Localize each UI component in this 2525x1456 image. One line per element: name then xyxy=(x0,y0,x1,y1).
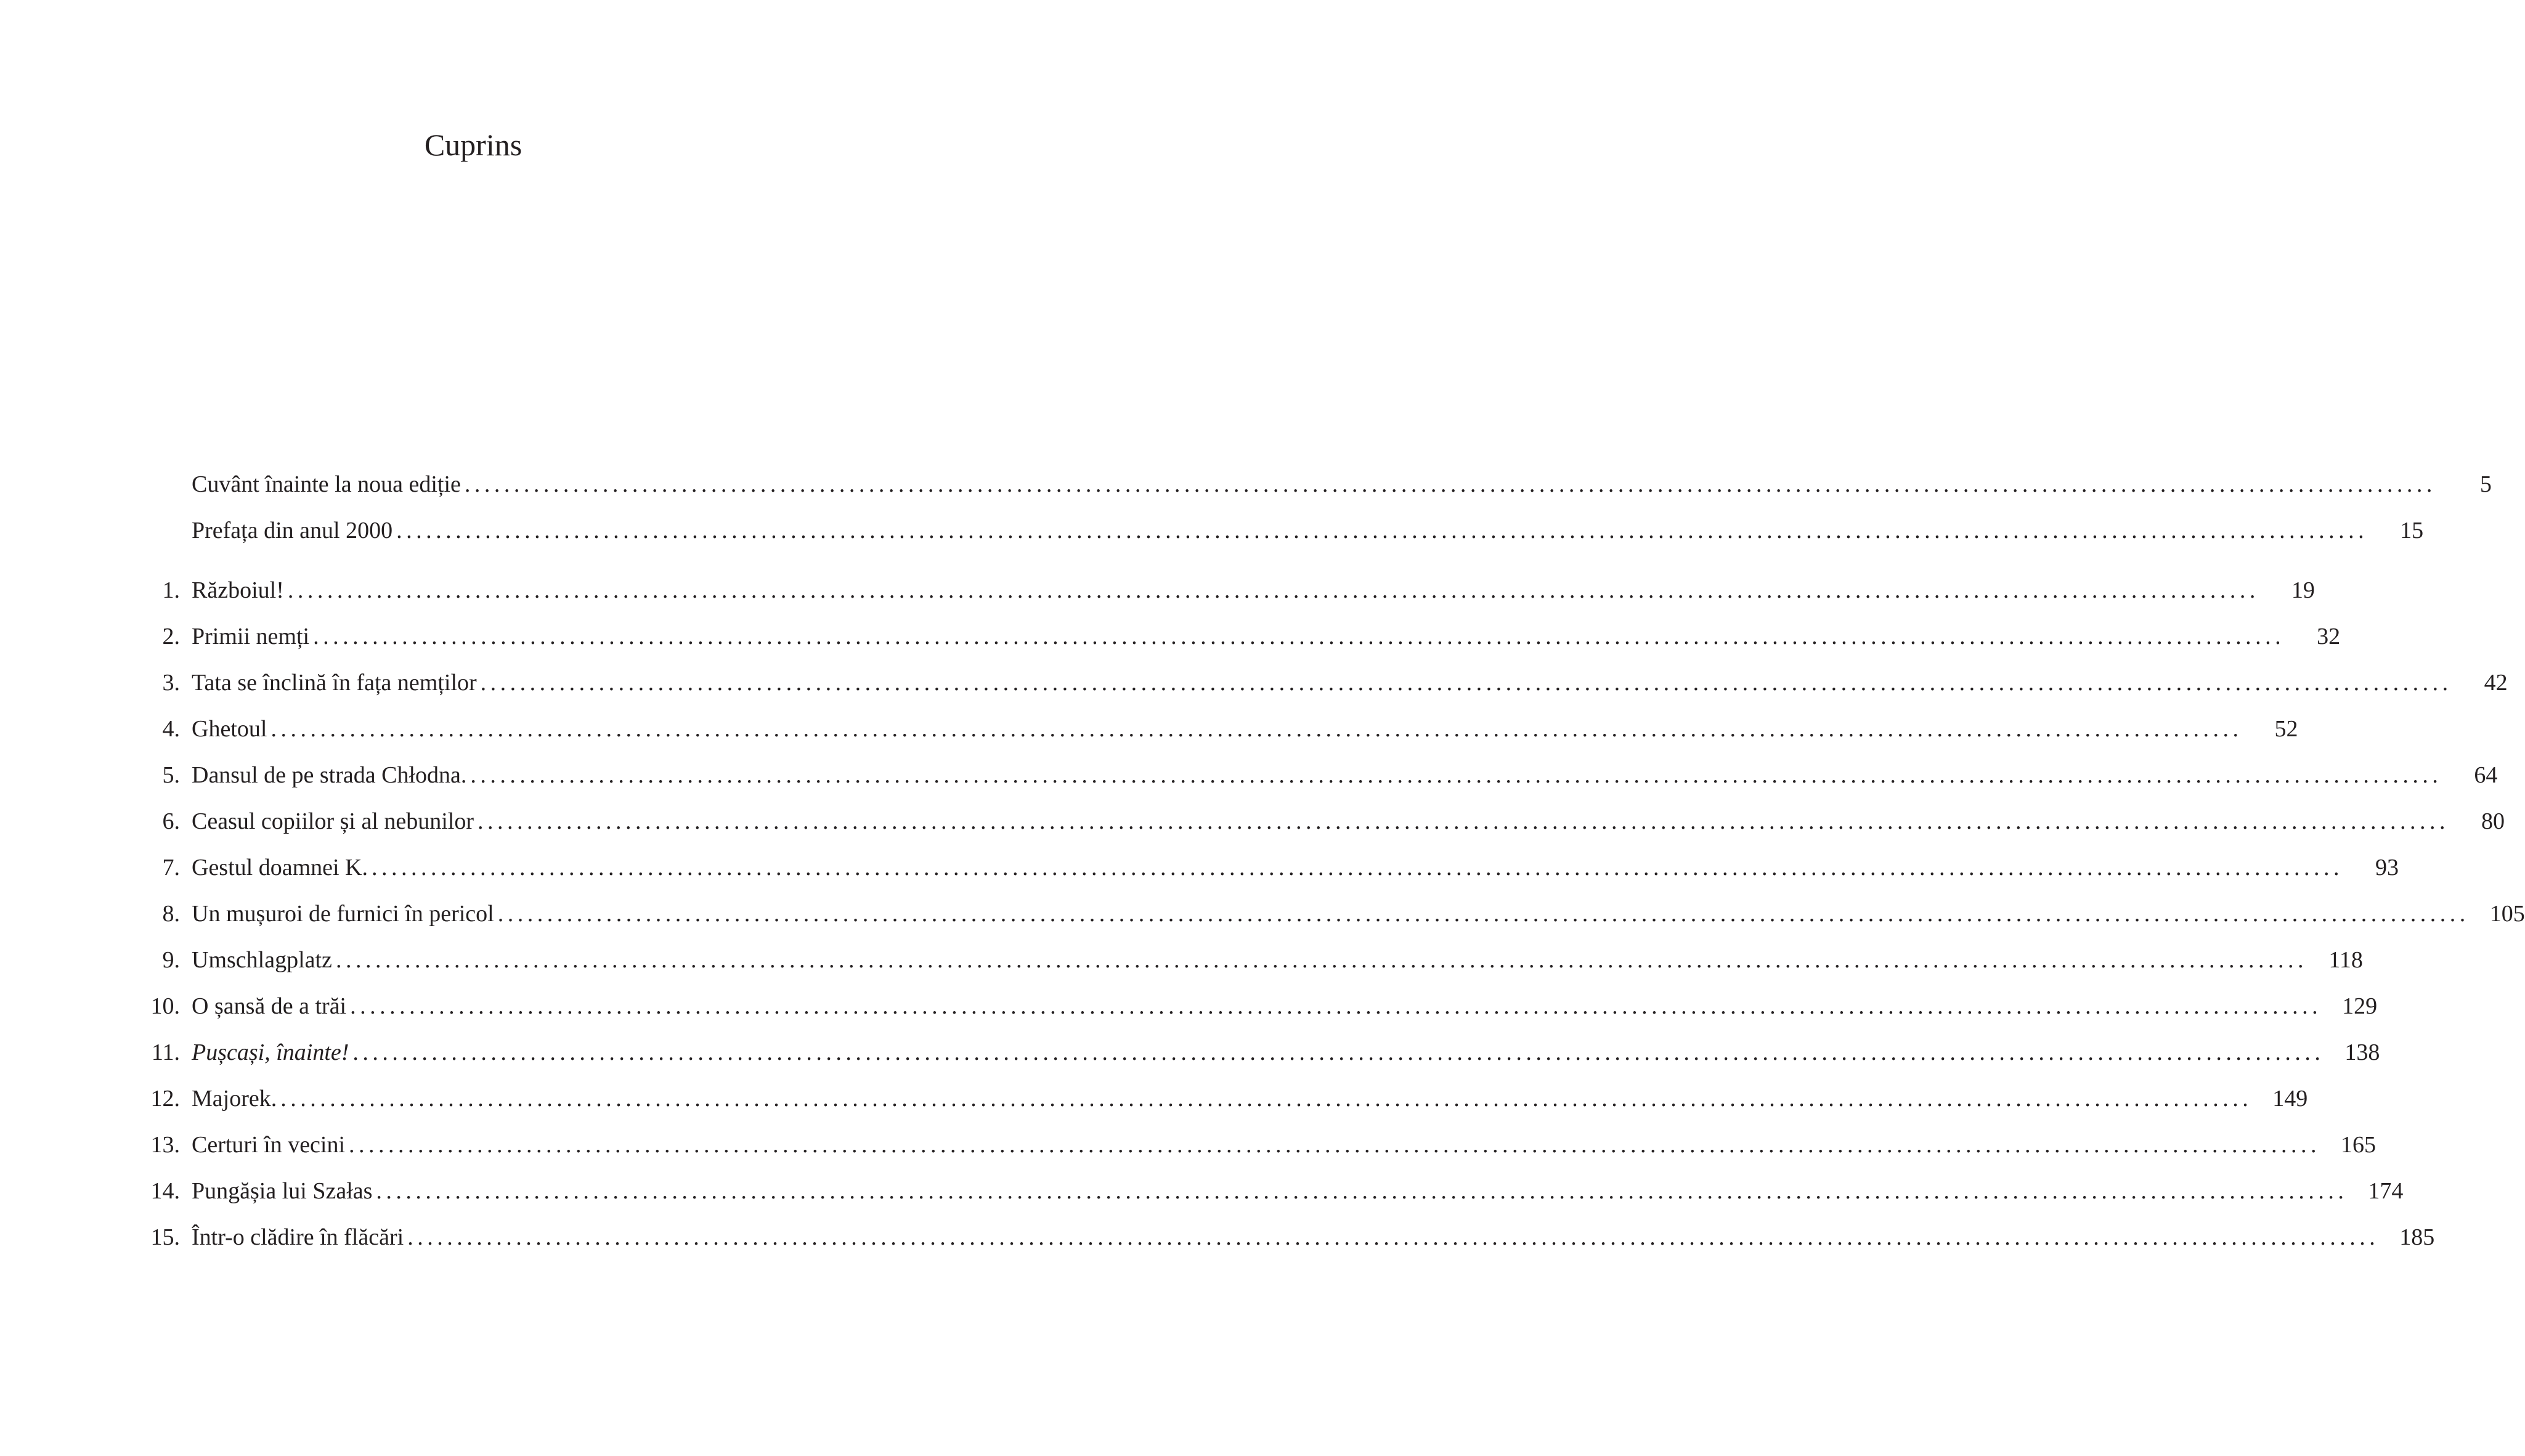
toc-entry-line xyxy=(192,1219,2435,1256)
toc-entry-title: Cuvânt înainte la noua ediție xyxy=(192,471,461,497)
toc-entry-number: 9. xyxy=(162,947,180,973)
toc-entry-line xyxy=(192,1034,2380,1071)
dot-leader: ........................................................................................................................................................................................................ xyxy=(470,762,2442,788)
dot-leader: ........................................................................................................................................................................................................ xyxy=(478,808,2450,834)
toc-entry-title: Pungășia lui Szałas xyxy=(192,1178,373,1204)
toc-entry-title: Umschlagplatz xyxy=(192,947,332,973)
toc-entry-title: Majorek. xyxy=(192,1086,277,1112)
dot-leader: ........................................................................................................................................................................................................ xyxy=(335,947,2307,973)
toc-entry xyxy=(0,466,2492,503)
toc-entry-page: 64 xyxy=(2474,762,2498,788)
toc-entry-line xyxy=(192,895,2525,932)
toc-entry xyxy=(0,512,2424,549)
toc-entry xyxy=(0,572,2315,609)
toc-entry-number: 3. xyxy=(162,670,180,696)
toc-entry-number: 14. xyxy=(150,1178,180,1204)
toc-entry-title: Primii nemți xyxy=(192,624,310,649)
toc-entry-title: Dansul de pe strada Chłodna. xyxy=(192,762,467,788)
toc-entry xyxy=(0,942,2363,978)
toc-entry-page: 185 xyxy=(2399,1224,2435,1250)
toc-entry-line xyxy=(192,988,2378,1025)
dot-leader: ........................................................................................................................................................................................................ xyxy=(313,624,2285,649)
dot-leader: ........................................................................................................................................................................................................ xyxy=(407,1224,2380,1250)
toc-entry-page: 174 xyxy=(2368,1178,2404,1204)
toc-entry-line xyxy=(192,466,2492,503)
toc-entry-number: 5. xyxy=(162,762,180,788)
toc-entry-number: 8. xyxy=(162,901,180,927)
toc-entry-line xyxy=(192,710,2298,747)
toc-entry-title: Războiul! xyxy=(192,577,284,603)
dot-leader: ........................................................................................................................................................................................................ xyxy=(350,993,2322,1019)
toc-entry xyxy=(0,1034,2380,1071)
toc-entry-number: 6. xyxy=(162,808,180,834)
toc-entry-page: 80 xyxy=(2481,808,2505,834)
dot-leader: ........................................................................................................................................................................................................ xyxy=(497,901,2470,927)
toc-entry-number: 4. xyxy=(162,716,180,742)
toc-entry xyxy=(0,1080,2308,1117)
toc-entry-title: Într-o clădire în flăcări xyxy=(192,1224,404,1250)
toc-entry-page: 118 xyxy=(2328,947,2363,973)
toc-entry-title: Ceasul copiilor și al nebunilor xyxy=(192,808,474,834)
page-title: Cuprins xyxy=(424,128,522,162)
toc-entry xyxy=(0,757,2498,794)
dot-leader: ........................................................................................................................................................................................................ xyxy=(280,1086,2253,1112)
toc-entry-number: 13. xyxy=(150,1132,180,1158)
toc-entry-page: 129 xyxy=(2342,993,2378,1019)
toc-entry-title: Certuri în vecini xyxy=(192,1132,346,1158)
toc-entry-page: 93 xyxy=(2375,855,2399,881)
toc-entry xyxy=(0,664,2508,701)
toc-entry-number: 10. xyxy=(150,993,180,1019)
toc-entry-number: 1. xyxy=(162,577,180,603)
toc-entry-line xyxy=(192,1173,2404,1210)
toc-entry-page: 32 xyxy=(2317,624,2341,649)
toc-entry-page: 165 xyxy=(2341,1132,2377,1158)
toc-entry-page: 5 xyxy=(2479,471,2492,497)
dot-leader: ........................................................................................................................................................................................................ xyxy=(349,1132,2321,1158)
dot-leader: ........................................................................................................................................................................................................ xyxy=(376,1178,2348,1204)
toc-entry-page: 15 xyxy=(2400,518,2424,543)
toc-entry xyxy=(0,803,2505,840)
toc-entry-number: 11. xyxy=(151,1039,180,1065)
dot-leader: ........................................................................................................................................................................................................ xyxy=(396,518,2368,543)
toc-entry xyxy=(0,895,2525,932)
toc-entry-number: 12. xyxy=(150,1086,180,1112)
toc-entry-page: 42 xyxy=(2484,670,2508,696)
toc-entry-number: 15. xyxy=(150,1224,180,1250)
dot-leader: ........................................................................................................................................................................................................ xyxy=(270,716,2243,742)
toc-entry-line xyxy=(192,803,2505,840)
toc-entry-title: O șansă de a trăi xyxy=(192,993,347,1019)
dot-leader: ........................................................................................................................................................................................................ xyxy=(372,855,2344,881)
dot-leader: ........................................................................................................................................................................................................ xyxy=(480,670,2452,696)
toc-entry-number: 7. xyxy=(162,855,180,881)
toc-entry-line xyxy=(192,1080,2308,1117)
toc-entry-page: 19 xyxy=(2291,577,2315,603)
toc-entry-line xyxy=(192,618,2341,655)
toc-entry-line xyxy=(192,1126,2377,1163)
dot-leader: ........................................................................................................................................................................................................ xyxy=(464,471,2436,497)
dot-leader: ........................................................................................................................................................................................................ xyxy=(287,577,2259,603)
toc-entry-title: Ghetoul xyxy=(192,716,267,742)
toc-entry-title: Un mușuroi de furnici în pericol xyxy=(192,901,494,927)
dot-leader: ........................................................................................................................................................................................................ xyxy=(352,1039,2325,1065)
toc-entry-line xyxy=(192,942,2363,978)
toc-entry-line xyxy=(192,664,2508,701)
toc-entry-page: 105 xyxy=(2489,901,2525,927)
toc-entry-page: 138 xyxy=(2344,1039,2380,1065)
toc-entry xyxy=(0,1173,2404,1210)
toc-entry xyxy=(0,618,2341,655)
toc-entry-title: Prefața din anul 2000 xyxy=(192,518,393,543)
toc-entry-line xyxy=(192,757,2498,794)
toc-entry-title: Gestul doamnei K. xyxy=(192,855,368,881)
toc-entry xyxy=(0,710,2298,747)
toc-entry-line xyxy=(192,849,2399,886)
toc-entry-title: Pușcași, înainte! xyxy=(192,1039,349,1065)
toc-entry-page: 149 xyxy=(2272,1086,2308,1112)
toc-entry-page: 52 xyxy=(2274,716,2298,742)
toc-entry-number: 2. xyxy=(162,624,180,649)
toc-entry xyxy=(0,1126,2377,1163)
toc-entry xyxy=(0,849,2399,886)
toc-entry-line xyxy=(192,512,2424,549)
toc-entry xyxy=(0,1219,2435,1256)
toc-entry-line xyxy=(192,572,2315,609)
toc-entry-title: Tata se înclină în fața nemților xyxy=(192,670,477,696)
toc-entry xyxy=(0,988,2378,1025)
